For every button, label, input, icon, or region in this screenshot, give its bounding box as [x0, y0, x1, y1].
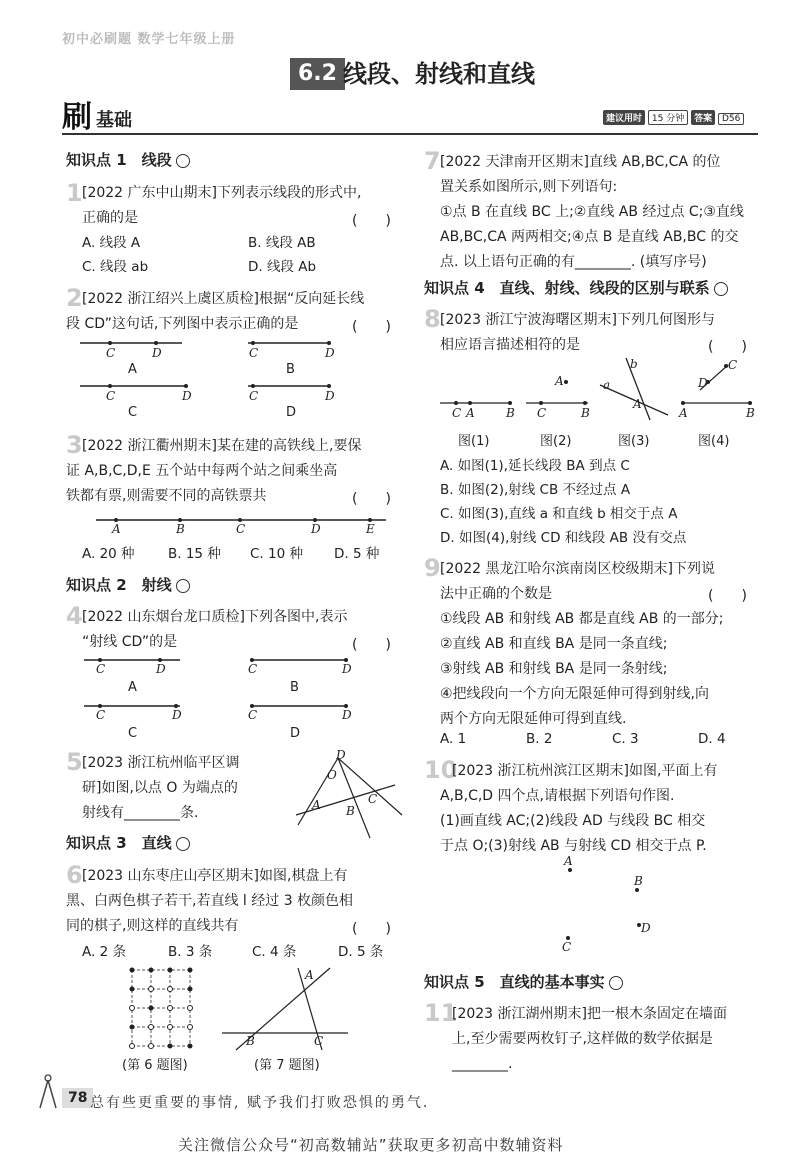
- q1-option-a: A. 线段 A: [82, 235, 141, 251]
- q5-line1: [2023 浙江杭州临平区调: [82, 755, 240, 771]
- knowledge-point-1: 知识点 1 线段: [66, 150, 190, 170]
- q3-label-d: D: [311, 522, 321, 536]
- question-number-9: 9: [424, 554, 441, 582]
- q7-line4: AB,BC,CA 两两相交;④点 B 是直线 AB,BC 的交: [440, 229, 739, 245]
- q9-statement-2: ②直线 AB 和直线 BA 是同一条直线;: [440, 636, 668, 652]
- q9-option-a: A. 1: [440, 731, 467, 747]
- q2-fig-d-label: D: [286, 405, 297, 420]
- knowledge-point-4: 知识点 4 直线、射线、线段的区别与联系: [424, 278, 728, 298]
- q3-line2: 证 A,B,C,D,E 五个站中每两个站之间乘坐高: [66, 463, 338, 479]
- footer-quote: 总有些更重要的事情, 赋予我们打败恐惧的勇气.: [90, 1095, 430, 1111]
- q3-option-a: A. 20 种: [82, 546, 135, 562]
- q2c-label-d: D: [182, 389, 192, 403]
- question-number-8: 8: [424, 305, 441, 333]
- q6-option-c: C. 4 条: [252, 944, 297, 960]
- q4-fig-b-label: B: [290, 680, 299, 695]
- q10-line1: [2023 浙江杭州滨江区期末]如图,平面上有: [452, 763, 718, 779]
- q2a-label-c: C: [106, 346, 116, 360]
- q5-label-d: D: [336, 748, 346, 762]
- q8f3-label-a: A: [633, 397, 642, 411]
- q9-line2: 法中正确的个数是: [440, 586, 552, 602]
- q4-fig-a-label: A: [128, 680, 137, 695]
- question-number-4: 4: [66, 602, 83, 630]
- q4a-label-c: C: [96, 662, 106, 676]
- question-number-2: 2: [66, 284, 83, 312]
- q4-line2: “射线 CD”的是: [82, 634, 178, 650]
- q5-label-b: B: [346, 804, 355, 818]
- q3-label-c: C: [236, 522, 246, 536]
- q4b-label-d: D: [342, 662, 352, 676]
- q7-label-b: B: [246, 1034, 255, 1048]
- q9-statement-1: ①线段 AB 和射线 AB 都是直线 AB 的一部分;: [440, 611, 724, 627]
- answer-label: 答案: [691, 110, 715, 125]
- q2-fig-c-label: C: [128, 405, 138, 420]
- q4d-label-c: C: [248, 708, 258, 722]
- section-title: 线段、射线和直线: [343, 60, 535, 88]
- q3-label-e: E: [366, 522, 375, 536]
- q2d-label-c: C: [249, 389, 259, 403]
- q3-label-b: B: [176, 522, 185, 536]
- q10-label-d: D: [641, 921, 651, 935]
- q1-line1: [2022 广东中山期末]下列表示线段的形式中,: [82, 185, 362, 201]
- q8-option-b: B. 如图(2),射线 CB 不经过点 A: [440, 482, 631, 498]
- q8-line1: [2023 浙江宁波海曙区期末]下列几何图形与: [440, 312, 716, 328]
- q6-option-d: D. 5 条: [338, 944, 384, 960]
- q8-caption-3: 图(3): [618, 434, 650, 449]
- knowledge-point-5: 知识点 5 直线的基本事实: [424, 972, 623, 992]
- time-value: 15 分钟: [648, 110, 688, 125]
- q7-line3: ①点 B 在直线 BC 上;②直线 AB 经过点 C;③直线: [440, 204, 744, 220]
- q8f2-label-b: B: [581, 406, 590, 420]
- q5-line2: 研]如图,以点 O 为端点的: [82, 780, 238, 796]
- q6-option-a: A. 2 条: [82, 944, 126, 960]
- footer-ad: 关注微信公众号“初高数辅站”获取更多初高中数辅资料: [178, 1136, 564, 1154]
- question-number-11: 11: [424, 999, 458, 1027]
- q8f2-label-c: C: [537, 406, 547, 420]
- q3-line3: 铁都有票,则需要不同的高铁票共: [66, 488, 267, 504]
- q2b-label-c: C: [249, 346, 259, 360]
- q2c-label-c: C: [106, 389, 116, 403]
- q1-line2: 正确的是: [82, 210, 138, 226]
- q4a-label-d: D: [156, 662, 166, 676]
- q2-line1: [2022 浙江绍兴上虞区质检]根据“反向延长线: [82, 291, 365, 307]
- q4c-label-d: D: [172, 708, 182, 722]
- q8f1-label-a: A: [466, 406, 475, 420]
- q9-option-c: C. 3: [612, 731, 639, 747]
- q7-label-c: C: [314, 1034, 324, 1048]
- q3-option-b: B. 15 种: [168, 546, 221, 562]
- q10-label-a: A: [564, 854, 573, 868]
- q8f4-label-d: D: [698, 376, 708, 390]
- q5-label-a: A: [312, 798, 321, 812]
- q1-option-c: C. 线段 ab: [82, 259, 149, 275]
- basic-label: 基础: [96, 110, 132, 131]
- q3-option-c: C. 10 种: [250, 546, 303, 562]
- q8f4-label-b: B: [746, 406, 755, 420]
- q1-option-d: D. 线段 Ab: [248, 259, 317, 275]
- q9-option-b: B. 2: [526, 731, 553, 747]
- page-number: 78: [62, 1088, 93, 1108]
- q4-line1: [2022 山东烟台龙口质检]下列各图中,表示: [82, 609, 348, 625]
- q4d-label-d: D: [342, 708, 352, 722]
- q5-label-c: C: [368, 792, 378, 806]
- question-number-1: 1: [66, 179, 83, 207]
- q9-statement-4: ④把线段向一个方向无限延伸可得到射线,向: [440, 686, 709, 702]
- q8-option-a: A. 如图(1),延长线段 BA 到点 C: [440, 458, 630, 474]
- q10-line4: 于点 O;(3)射线 AB 与射线 CD 相交于点 P.: [440, 838, 707, 854]
- q10-label-c: C: [562, 940, 572, 954]
- q8f1-label-b: B: [506, 406, 515, 420]
- q6-option-b: B. 3 条: [168, 944, 213, 960]
- q8-option-d: D. 如图(4),射线 CD 和线段 AB 没有交点: [440, 530, 687, 546]
- q8f3-label-b-line: b: [630, 357, 638, 371]
- q9-line1: [2022 黑龙江哈尔滨南岗区校级期末]下列说: [440, 561, 716, 577]
- q8f1-label-c: C: [452, 406, 462, 420]
- q8f4-label-c: C: [728, 358, 738, 372]
- question-number-5: 5: [66, 748, 83, 776]
- knowledge-point-3: 知识点 3 直线: [66, 833, 190, 853]
- q7-label-a: A: [305, 968, 314, 982]
- q6-line3: 同的棋子,则这样的直线共有: [66, 918, 239, 934]
- q3-answer-paren: ( ): [352, 491, 391, 507]
- q6-line2: 黑、白两色棋子若干,若直线 l 经过 3 枚颜色相: [66, 893, 354, 909]
- q11-line2: 上,至少需要两枚钉子,这样做的数学依据是: [452, 1031, 713, 1047]
- q9-statement-3: ③射线 AB 和射线 BA 是同一条射线;: [440, 661, 668, 677]
- question-number-6: 6: [66, 861, 83, 889]
- knowledge-point-2: 知识点 2 射线: [66, 575, 190, 595]
- q8-option-c: C. 如图(3),直线 a 和直线 b 相交于点 A: [440, 506, 678, 522]
- q2-fig-b-label: B: [286, 362, 295, 377]
- q7-caption: (第 7 题图): [254, 1058, 320, 1073]
- q8f2-label-a: A: [555, 374, 564, 388]
- time-label: 建议用时: [603, 110, 645, 125]
- series-title: 初中必刷题 数学七年级上册: [62, 32, 236, 47]
- q2-answer-paren: ( ): [352, 319, 391, 335]
- q2-line2: 段 CD”这句话,下列图中表示正确的是: [66, 316, 299, 332]
- q9-statement-5: 两个方向无限延伸可得到直线.: [440, 711, 627, 727]
- brush-logo: 刷: [62, 100, 92, 135]
- q5-label-o: O: [327, 768, 337, 782]
- q9-answer-paren: ( ): [708, 588, 747, 604]
- section-number: 6.2: [290, 58, 345, 90]
- q6-caption: (第 6 题图): [122, 1058, 188, 1073]
- answer-page: D56: [718, 113, 744, 125]
- q11-line1: [2023 浙江湖州期末]把一根木条固定在墙面: [452, 1006, 728, 1022]
- q4-fig-d-label: D: [290, 726, 301, 741]
- q1-option-b: B. 线段 AB: [248, 235, 316, 251]
- question-number-3: 3: [66, 431, 83, 459]
- q10-line2: A,B,C,D 四个点,请根据下列语句作图.: [440, 788, 675, 804]
- q3-label-a: A: [112, 522, 121, 536]
- question-number-10: 10: [424, 756, 458, 784]
- q10-line3: (1)画直线 AC;(2)线段 AD 与线段 BC 相交: [440, 813, 706, 829]
- q2-fig-a-label: A: [128, 362, 137, 377]
- q4c-label-c: C: [96, 708, 106, 722]
- q3-option-d: D. 5 种: [334, 546, 380, 562]
- q6-line1: [2023 山东枣庄山亭区期末]如图,棋盘上有: [82, 868, 348, 884]
- q4-fig-c-label: C: [128, 726, 138, 741]
- q8-caption-4: 图(4): [698, 434, 730, 449]
- q2d-label-d: D: [325, 389, 335, 403]
- q8f3-label-a-line: a: [603, 378, 611, 392]
- q7-line5: 点. 以上语句正确的有________. (填写序号): [440, 254, 707, 270]
- q4-answer-paren: ( ): [352, 637, 391, 653]
- q8f4-label-a: A: [679, 406, 688, 420]
- q7-line2: 置关系如图所示,则下列语句:: [440, 179, 618, 195]
- q7-line1: [2022 天津南开区期末]直线 AB,BC,CA 的位: [440, 154, 721, 170]
- q11-line3: ________.: [452, 1056, 513, 1072]
- q2a-label-d: D: [152, 346, 162, 360]
- q3-line1: [2022 浙江衢州期末]某在建的高铁线上,要保: [82, 438, 362, 454]
- q8-line2: 相应语言描述相符的是: [440, 337, 580, 353]
- q2b-label-d: D: [325, 346, 335, 360]
- q6-answer-paren: ( ): [352, 921, 391, 937]
- q4b-label-c: C: [248, 662, 258, 676]
- q5-line3: 射线有________条.: [82, 805, 199, 821]
- q10-label-b: B: [634, 874, 643, 888]
- q8-caption-2: 图(2): [540, 434, 572, 449]
- q8-answer-paren: ( ): [708, 339, 747, 355]
- q8-caption-1: 图(1): [458, 434, 490, 449]
- q9-option-d: D. 4: [698, 731, 726, 747]
- question-number-7: 7: [424, 147, 441, 175]
- q1-answer-paren: ( ): [352, 213, 391, 229]
